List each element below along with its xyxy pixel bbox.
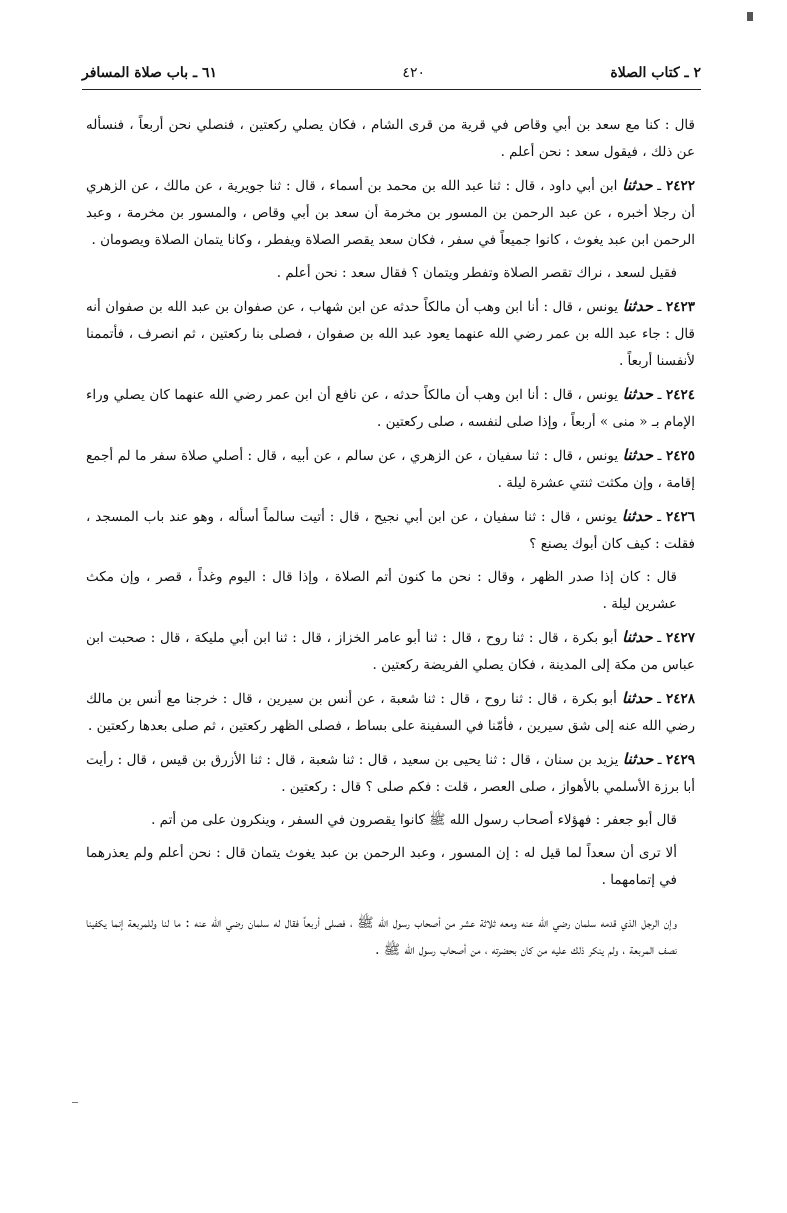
hadith-2422: ٢٤٢٢ ـ حدثنا ابن أبي داود ، قال : ثنا عبد الله بن محمد بن أسماء ، قال : ثنا جويرية ، عن مالك ، عن الزهري أن رجلا أخبره ، عن عبد الرحمن بن المسور بن مخرمة أن سعد بن أبي وقاص ، والمسور بن مخرمة ، وعبد الرحمن ابن عبد يغوث ، كانوا جميعاً في سفر ، فكان سعد يقصر الصلاة ويفطر ، وكانا يتمان الصلاة ويصومان . xyxy=(86,176,696,248)
hadith-2424: ٢٤٢٤ ـ حدثنا يونس ، قال : أنا ابن وهب أن مالكاً حدثه ، عن نافع أن ابن عمر رضي الله عنهما كان يصلي وراء الإمام بـ « منى » أربعاً ، وإذا صلى لنفسه ، صلى ركعتين . xyxy=(86,385,696,430)
header-book-title: ٢ ـ كتاب الصلاة xyxy=(610,65,701,81)
section-gap xyxy=(86,900,695,910)
commentary-note: قال : كان إذا صدر الظهر ، وقال : نحن ما كنون أتم الصلاة ، وإذا قال : اليوم وغداً ، قصر ، وإن مكث عشرين ليلة . xyxy=(86,569,677,612)
page-number: ٤٢٠ xyxy=(402,65,425,81)
hadith-2423: ٢٤٢٣ ـ حدثنا يونس ، قال : أنا ابن وهب أن مالكاً حدثه عن ابن شهاب ، عن صفوان بن عبد الله بن صفوان أنه قال : جاء عبد الله بن عمر رضي الله عنهما يعود عبد الله بن صفوان ، فصلى بنا ركعتين ، ثم انصرف ، فأتممنا لأنفسنا أربعاً . xyxy=(86,297,696,369)
commentary-note: وإن الرجل الذي قدمه سلمان رضي الله عنه ومعه ثلاثة عشر من أصحاب رسول الله ﷺ ، فصلى أربعاً فقال له سلمان رضي الله عنه : ما لنا وللمربعة إنما يكفينا نصف المربعة ، ولم ينكر ذلك عليه من كان بحضرته ، من أصحاب رسول الله ﷺ . xyxy=(86,915,677,958)
commentary-note: ألا ترى أن سعداً لما قيل له : إن المسور ، وعبد الرحمن بن عبد يغوث يتمان قال : نحن أعلم ولم يعذرهما في إتمامهما . xyxy=(86,845,677,888)
page-body xyxy=(86,112,695,1073)
hadith-2426: ٢٤٢٦ ـ حدثنا يونس ، قال : ثنا سفيان ، عن ابن أبي نجيح ، قال : أتيت سالماً أسأله ، وهو عند باب المسجد ، فقلت : كيف كان أبوك يصنع ؟ xyxy=(86,507,695,552)
hadith-2429: ٢٤٢٩ ـ حدثنا يزيد بن سنان ، قال : ثنا يحيى بن سعيد ، قال : ثنا شعبة ، قال : ثنا الأزرق بن قيس ، قال : رأيت أبا برزة الأسلمي بالأهواز ، صلى العصر ، قلت : فكم صلى ؟ قال : ركعتين . xyxy=(86,750,695,795)
margin-mark xyxy=(72,1102,78,1103)
corner-mark xyxy=(747,12,753,21)
hadith-2428: ٢٤٢٨ ـ حدثنا أبو بكرة ، قال : ثنا روح ، قال : ثنا شعبة ، عن أنس بن سيرين ، قال : خرجنا مع أنس بن مالك رضي الله عنه إلى شق سيرين ، فأمّنا في السفينة على بساط ، فصلى الظهر ركعتين ، ثم صلى بعدها ركعتين . xyxy=(86,689,696,734)
commentary-note: قال أبو جعفر : فهؤلاء أصحاب رسول الله ﷺ كانوا يقصرون في السفر ، وينكرون على من أتم . xyxy=(151,812,677,828)
commentary-note: فقيل لسعد ، نراك تقصر الصلاة وتفطر ويتمان ؟ فقال سعد : نحن أعلم . xyxy=(276,265,677,281)
header-chapter-title: ٦١ ـ باب صلاة المسافر xyxy=(82,65,217,81)
paragraph-continuation: قال : كنا مع سعد بن أبي وقاص في قرية من قرى الشام ، فكان يصلي ركعتين ، فنصلي نحن أربعاً ، فنسأله عن ذلك ، فيقول سعد : نحن أعلم . xyxy=(86,117,695,160)
hadith-2427: ٢٤٢٧ ـ حدثنا أبو بكرة ، قال : ثنا روح ، قال : ثنا أبو عامر الخزاز ، قال : ثنا ابن أبي مليكة ، قال : صحبت ابن عباس من مكة إلى المدينة ، فكان يصلي الفريضة ركعتين . xyxy=(86,628,695,673)
header-rule xyxy=(82,89,701,90)
page-header xyxy=(82,62,701,84)
hadith-2425: ٢٤٢٥ ـ حدثنا يونس ، قال : ثنا سفيان ، عن الزهري ، عن سالم ، عن أبيه ، قال : أصلي صلاة سفر ما لم أجمع إقامة ، وإن مكثت ثنتي عشرة ليلة . xyxy=(86,446,696,491)
